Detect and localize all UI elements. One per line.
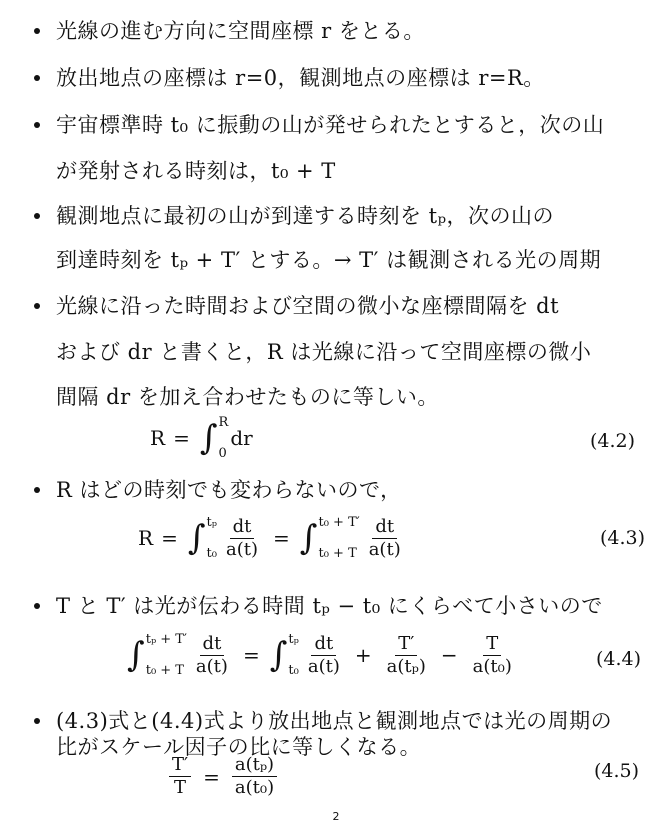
text-line: 観測地点に最初の山が到達する時刻を tₚ，次の山の [56, 204, 555, 228]
text-line: (4.3)式と(4.4)式より放出地点と観測地点では光の周期の [56, 709, 613, 733]
frac-den: a(t₀) [234, 777, 275, 798]
int-lower: t₀ + T [145, 663, 184, 678]
text-line: 宇宙標準時 t₀ に振動の山が発せられたとすると，次の山 [56, 113, 605, 137]
frac-num: a(tₚ) [232, 755, 277, 777]
integral: ∫ tₚ t₀ [269, 632, 299, 678]
frac-num: dt [311, 634, 336, 656]
eq-equals: = [161, 526, 178, 550]
equation-4-5 [165, 755, 281, 798]
integral: ∫ t₀ + T′ t₀ + T [299, 515, 360, 561]
bullet [34, 603, 40, 609]
equation-number: (4.2) [590, 430, 636, 452]
fraction [232, 755, 277, 798]
integral: ∫ R 0 [199, 415, 229, 461]
text-line: R はどの時刻でも変わらないので， [56, 478, 402, 502]
eq-equals: = [173, 426, 190, 450]
text-line: 光線の進む方向に空間座標 r をとる。 [56, 19, 425, 43]
frac-num: dt [372, 517, 397, 539]
fraction [193, 634, 231, 677]
text-line: 到達時刻を tₚ + T′ とする。→ T′ は観測される光の周期 [56, 248, 602, 272]
bullet [34, 75, 40, 81]
frac-num: T′ [395, 634, 417, 656]
equation-number: (4.3) [600, 527, 646, 549]
equation-4-3 [138, 515, 408, 561]
integral: ∫ tₚ + T′ t₀ + T [127, 632, 187, 678]
eq-lhs: R [150, 426, 166, 450]
bullet [34, 487, 40, 493]
frac-den: T [174, 777, 187, 798]
fraction [305, 634, 343, 677]
fraction [384, 634, 429, 677]
frac-den: a(t) [195, 655, 228, 677]
equation-number: (4.4) [596, 648, 642, 670]
frac-num: dt [230, 517, 255, 539]
fraction [223, 517, 261, 560]
eq-equals: = [203, 764, 220, 789]
frac-num: T [483, 634, 501, 656]
eq-plus: + [354, 643, 372, 667]
int-lower: t₀ + T [318, 546, 357, 561]
integrand: dr [230, 426, 253, 450]
bullet [34, 122, 40, 128]
eq-equals: = [273, 526, 290, 550]
text-line: 比がスケール因子の比に等しくなる。 [56, 735, 422, 759]
text-line: 間隔 dr を加え合わせたものに等しい。 [56, 385, 439, 409]
int-upper: R [218, 415, 229, 430]
text-line: T と T′ は光が伝わる時間 tₚ − t₀ にくらべて小さいので [56, 594, 603, 618]
frac-den: a(t) [225, 538, 258, 560]
bullet [34, 303, 40, 309]
int-upper: tₚ [206, 515, 217, 530]
frac-den: a(t₀) [472, 655, 512, 677]
frac-den: a(t) [368, 538, 401, 560]
int-upper: t₀ + T′ [318, 515, 360, 530]
int-lower: 0 [218, 446, 227, 461]
fraction [169, 755, 191, 798]
integral: ∫ tₚ t₀ [187, 515, 217, 561]
equation-4-4 [125, 632, 519, 678]
int-lower: t₀ [206, 546, 217, 561]
equation-number: (4.5) [594, 760, 640, 782]
int-upper: tₚ + T′ [145, 632, 187, 647]
frac-num: T′ [169, 755, 191, 777]
eq-lhs: R [138, 526, 154, 550]
text-line: 光線に沿った時間および空間の微小な座標間隔を dt [56, 294, 560, 318]
bullet [34, 28, 40, 34]
eq-minus: − [440, 643, 458, 667]
equation-4-2 [150, 415, 253, 461]
eq-equals: = [242, 643, 260, 667]
text-line: 放出地点の座標は r=0，観測地点の座標は r=R。 [56, 66, 545, 90]
text-line: が発射される時刻は，t₀ + T [56, 159, 336, 183]
text-line: および dr と書くと，R は光線に沿って空間座標の微小 [56, 340, 592, 364]
int-upper: tₚ [288, 632, 299, 647]
bullet [34, 213, 40, 219]
frac-den: a(t) [307, 655, 340, 677]
int-lower: t₀ [288, 663, 299, 678]
frac-num: dt [200, 634, 225, 656]
fraction [366, 517, 404, 560]
page-number: 2 [332, 810, 340, 823]
fraction [470, 634, 515, 677]
frac-den: a(tₚ) [386, 655, 426, 677]
bullet [34, 718, 40, 724]
